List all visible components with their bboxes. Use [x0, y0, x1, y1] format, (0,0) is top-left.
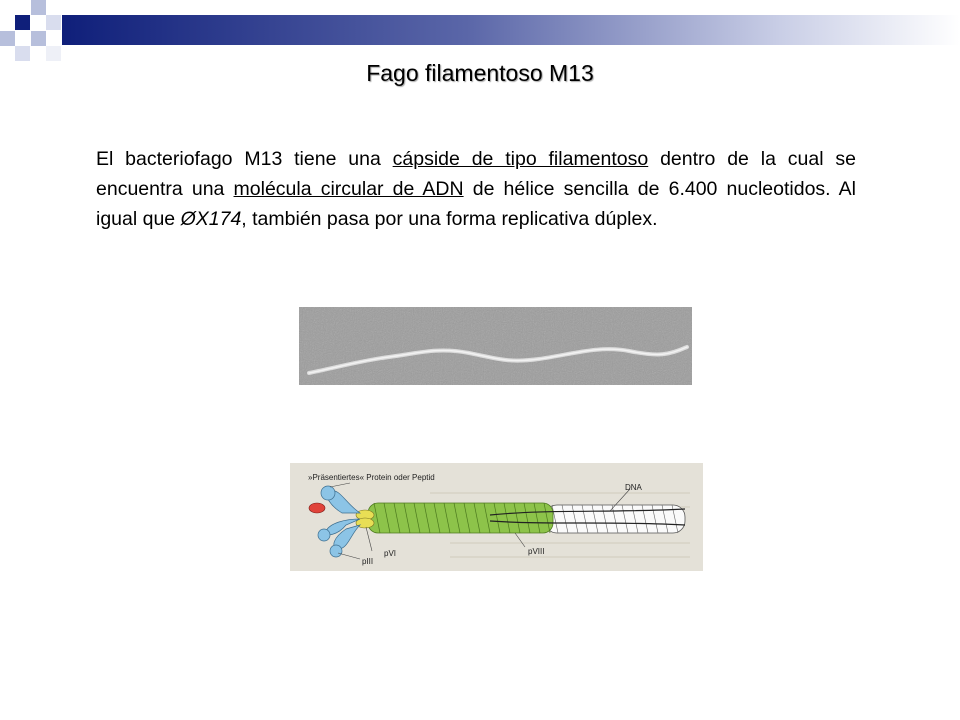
corner-square-light — [0, 31, 15, 46]
green-capsid — [368, 503, 553, 533]
corner-square-pale — [15, 46, 30, 61]
corner-square-light — [31, 0, 46, 15]
corner-square-pale — [46, 15, 61, 30]
presented-protein-label: »Präsentiertes« Protein oder Peptid — [308, 473, 435, 482]
presented-peptide — [309, 503, 325, 513]
corner-square-pale — [46, 46, 61, 61]
body-paragraph — [96, 144, 856, 234]
capsid-link[interactable]: cápside de tipo filamentoso — [392, 148, 649, 170]
text-segment: , también pasa por una forma replicativa dúplex. — [241, 208, 658, 230]
m13-structure-diagram — [290, 463, 703, 571]
dna-link[interactable]: molécula circular de ADN — [233, 178, 464, 200]
filament-micrograph-svg — [299, 307, 692, 385]
electron-micrograph-image — [299, 307, 692, 385]
pvi-label: pVI — [384, 549, 397, 558]
dna-label: DNA — [625, 483, 642, 492]
pviii-label: pVIII — [528, 547, 545, 556]
piii-label: pIII — [362, 557, 374, 566]
text-segment: El bacteriofago M13 tiene una — [96, 148, 393, 170]
corner-square-light — [31, 31, 46, 46]
header-gradient-bar — [62, 15, 960, 45]
text-segment: de hélice sencilla de 6.400 nucleotidos. Al igual que — [96, 178, 856, 230]
phage-name: ØX174 — [180, 208, 242, 230]
slide-title: Fago filamentoso M13 — [366, 60, 594, 86]
text-segment: dentro de la cual se encuentra una — [96, 148, 856, 200]
corner-square-dark — [15, 15, 30, 30]
